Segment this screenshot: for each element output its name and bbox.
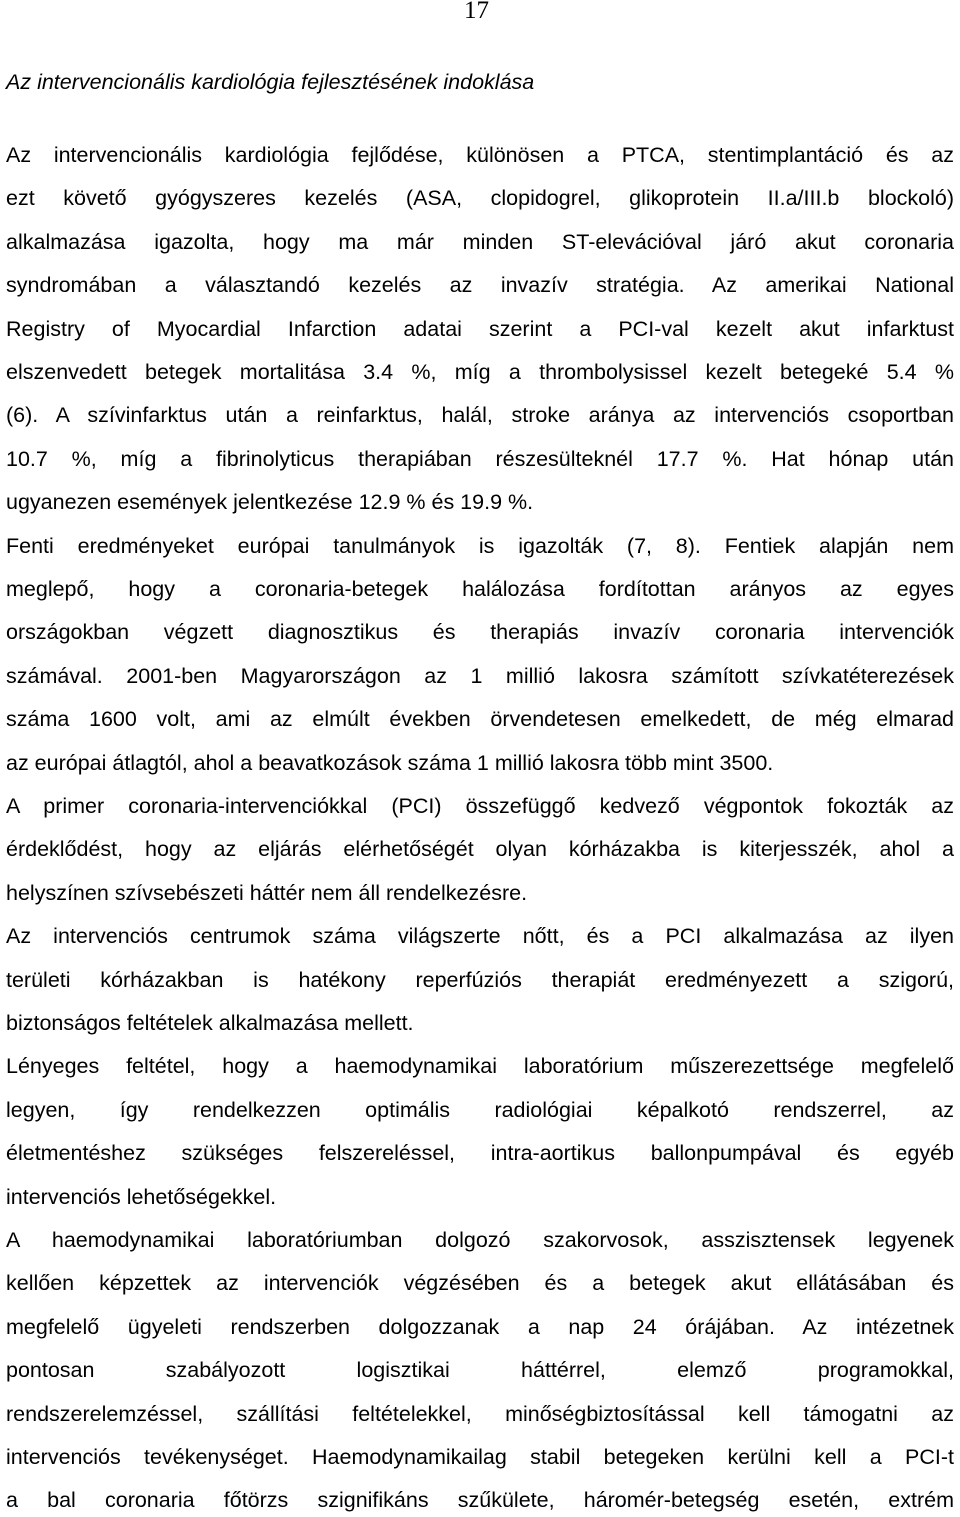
text-line: alkalmazása igazolta, hogy ma már minden ST-elevációval járó akut coronaria	[6, 229, 954, 254]
text-line: helyszínen szívsebészeti háttér nem áll rendelkezésre.	[6, 880, 528, 905]
text-line: az európai átlagtól, ahol a beavatkozások száma 1 millió lakosra több mint 3500.	[6, 750, 774, 775]
text-line: a bal coronaria főtörzs szignifikáns szűkülete, háromér-betegség esetén, extrém	[6, 1488, 954, 1513]
text-line: érdeklődést, hogy az eljárás elérhetőségét olyan kórházakba is kiterjesszék, ahol a	[6, 837, 954, 862]
text-line: ugyanezen események jelentkezése 12.9 % és 19.9 %.	[6, 490, 534, 515]
text-line: 10.7 %, míg a fibrinolyticus therapiában részesülteknél 17.7 %. Hat hónap után	[6, 446, 954, 471]
text-line: meglepő, hogy a coronaria-betegek halálozása fordítottan arányos az egyes	[6, 577, 954, 601]
section-title: Az intervencionális kardiológia fejlesztésének indoklása	[6, 70, 535, 94]
text-line: A haemodynamikai laboratóriumban dolgozó szakorvosok, asszisztensek legyenek	[6, 1228, 954, 1252]
text-line: kellően képzettek az intervenciók végzésében és a betegek akut ellátásában és	[6, 1271, 954, 1296]
text-line: intervenciós lehetőségekkel.	[6, 1184, 277, 1209]
text-line: száma 1600 volt, ami az elmúlt években örvendetesen emelkedett, de még elmarad	[6, 707, 954, 732]
text-line: pontosan szabályozott logisztikai háttérrel, elemző programokkal,	[6, 1358, 954, 1383]
text-line: syndromában a választandó kezelés az invazív stratégia. Az amerikai National	[6, 273, 954, 298]
text-line: rendszerelemzéssel, szállítási feltételekkel, minőségbiztosítással kell támogatni az	[6, 1401, 954, 1426]
text-line: megfelelő ügyeleti rendszerben dolgozzanak a nap 24 órájában. Az intézetnek	[6, 1314, 954, 1339]
page-number: 17	[464, 0, 489, 24]
text-line: országokban végzett diagnosztikus és therapiás invazív coronaria intervenciók	[6, 620, 954, 645]
text-line: Az intervenciós centrumok száma világszerte nőtt, és a PCI alkalmazása az ilyen	[6, 924, 954, 949]
text-line: biztonságos feltételek alkalmazása mellett.	[6, 1011, 414, 1035]
text-line: Fenti eredményeket európai tanulmányok is igazolták (7, 8). Fentiek alapján nem	[6, 533, 954, 558]
text-line: intervenciós tevékenységet. Haemodynamikailag stabil betegeken kerülni kell a PCI-t	[6, 1445, 954, 1469]
text-line: Lényeges feltétel, hogy a haemodynamikai laboratórium műszerezettsége megfelelő	[6, 1054, 954, 1079]
text-line: számával. 2001-ben Magyarországon az 1 millió lakosra számított szívkatéterezések	[6, 663, 954, 688]
text-line: Registry of Myocardial Infarction adatai szerint a PCI-val kezelt akut infarktust	[6, 316, 954, 341]
text-line: legyen, így rendelkezzen optimális radiológiai képalkotó rendszerrel, az	[6, 1097, 954, 1122]
text-line: Az intervencionális kardiológia fejlődése, különösen a PTCA, stentimplantáció és az	[6, 143, 954, 167]
text-line: A primer coronaria-intervenciókkal (PCI) összefüggő kedvező végpontok fokozták az	[6, 794, 954, 818]
text-line: elszenvedett betegek mortalitása 3.4 %, míg a thrombolysissel kezelt betegeké 5.4 %	[6, 360, 954, 384]
text-line: életmentéshez szükséges felszereléssel, intra-aortikus ballonpumpával és egyéb	[6, 1141, 954, 1166]
text-line: területi kórházakban is hatékony reperfúziós therapiát eredményezett a szigorú,	[6, 967, 954, 992]
text-line: (6). A szívinfarktus után a reinfarktus, halál, stroke aránya az intervenciós csoportban	[6, 403, 954, 428]
text-line: ezt követő gyógyszeres kezelés (ASA, clopidogrel, glikoprotein II.a/III.b blockoló)	[6, 186, 954, 211]
